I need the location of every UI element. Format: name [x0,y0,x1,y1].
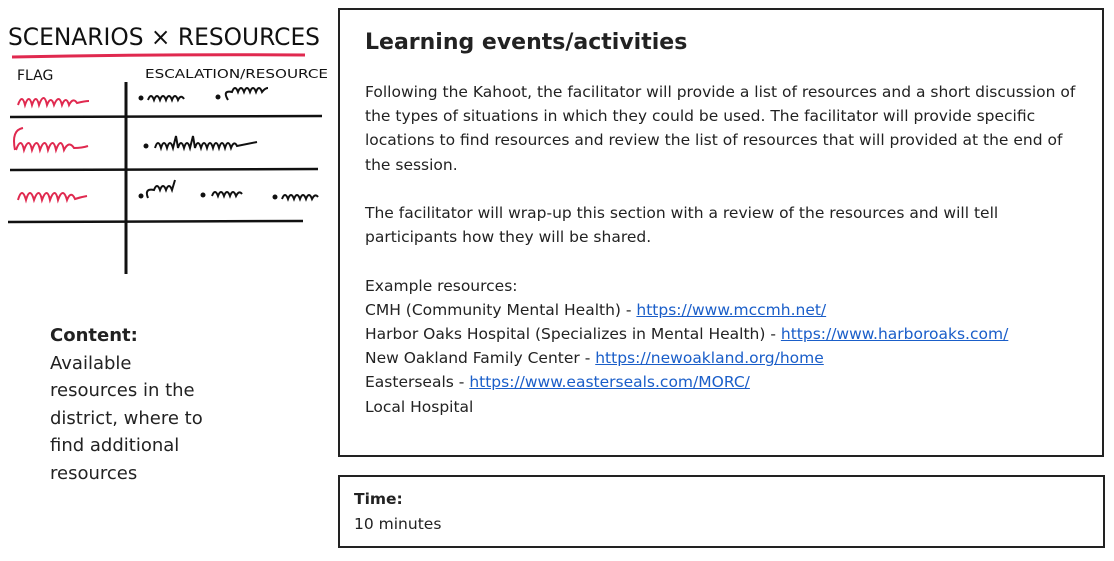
sketch-resource-scribble [212,192,242,196]
sketch-resource-scribble [155,136,257,148]
sketch-resource-scribble [148,96,184,100]
resource-item: Harbor Oaks Hospital (Specializes in Mental Health) - https://www.harboroaks.com/ [365,325,1009,343]
sketch-row-line [10,169,318,170]
sketch-resource-scribble [282,195,318,199]
content-label: Content: [50,325,138,346]
sketch-bullet [273,195,278,200]
resource-item: CMH (Community Mental Health) - https://www.mccmh.net/ [365,300,827,319]
sketch-title: SCENARIOS × RESOURCES [8,23,320,51]
resource-link[interactable]: https://newoakland.org/home [595,349,824,368]
time-box [338,475,1105,548]
scenarios-resources-sketch [0,0,335,285]
resource-link[interactable]: https://www.mccmh.net/ [636,300,827,319]
sketch-col-flag: FLAG [17,68,54,84]
sketch-resource-scribble [147,180,175,198]
events-paragraph-1: Following the Kahoot, the facilitator will provide a list of resources and a short discussion of the types of situations in which they could be used. The facilitator will provide specific locations to find resources and review the list of resources that will provided at the end of the session. [365,83,1076,174]
time-value: 10 minutes [354,515,442,533]
resource-item [365,395,1080,419]
sketch-row-line [10,116,322,117]
resources-heading: Example resources: [365,276,518,295]
resource-item: Easterseals - https://www.easterseals.com/MORC/ [365,373,750,392]
resource-item: New Oakland Family Center - https://newoakland.org/home [365,349,824,368]
resource-name: CMH (Community Mental Health) [365,300,621,319]
content-note [50,322,220,487]
resource-name: New Oakland Family Center [365,349,580,368]
sketch-bullet [216,95,221,100]
sketch-bullet [139,96,144,101]
sketch-col-escalation: ESCALATION/RESOURCE [145,67,328,81]
resource-link[interactable]: https://www.easterseals.com/MORC/ [469,373,750,392]
resource-name: Local Hospital [365,397,474,416]
resource-name: Harbor Oaks Hospital (Specializes in Mental Health) [365,325,766,343]
resource-name: Easterseals [365,373,454,392]
sketch-bullet [139,194,144,199]
sketch-bullet [201,193,206,198]
learning-events-box [338,8,1104,457]
content-text: Available resources in the district, where to find additional resources [50,352,203,484]
sketch-bullet [144,144,149,149]
sketch-flag-scribble [18,193,87,200]
sketch-resource-scribble [226,88,268,100]
sketch-flag-scribble [14,128,88,150]
time-label: Time: [354,490,403,508]
learning-events-body [365,80,1080,419]
events-paragraph-2: The facilitator will wrap-up this section with a review of the resources and will tell participants how they will be shared. [365,204,999,247]
resource-link[interactable]: https://www.harboroaks.com/ [780,325,1009,343]
learning-events-title: Learning events/activities [365,30,688,55]
sketch-flag-scribble [18,98,89,105]
sketch-row-line [8,221,303,222]
sketch-title-underline [12,55,305,57]
